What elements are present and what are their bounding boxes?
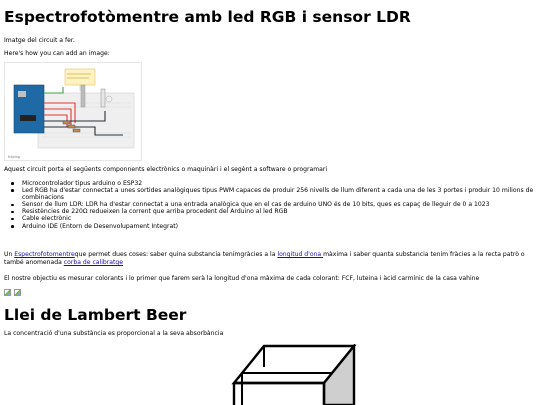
section-title: Llei de Lambert Beer (4, 306, 187, 324)
broken-image-icon (14, 289, 21, 296)
list-item: Cable electrònic (4, 215, 536, 222)
section-paragraph: La concentració d'una substància es proporcional a la seva absorbància (4, 330, 224, 337)
longitud-ona-link[interactable]: longitud d'ona (277, 251, 324, 258)
figure-credit: fritzing (8, 155, 20, 159)
purpose-paragraph (4, 251, 536, 267)
note-icon (65, 69, 95, 85)
objective-paragraph: El nostre objectiu es mesurar colorants i lo primer que farem serà la longitud d'ona màxima de cada colorant: FCF, luteina i àcid carmínic de la casa vahine (4, 275, 480, 282)
list-item: Led RGB ha d'estar connectat a unes sortides analògiques tipus PWM capaces de produir 256 nivells de llum diferent a cada una de les 3 portes i produir 10 milions de combinacions (4, 187, 536, 201)
list-item: Sensor de llum LDR: LDR ha d'estar connectat a una entrada analògica que en el cas de arduino UNO és de 10 bits, ques es capaç de lleguir de 0 a 1023 (4, 201, 536, 208)
image-caption: Imatge del circuit a fer. (4, 37, 75, 44)
espectrofotometre-link[interactable]: Espectrofotomentre (14, 251, 75, 258)
page-title: Espectrofotòmentre amb led RGB i sensor LDR (4, 8, 411, 26)
corba-calibratge-link[interactable]: corba de calibratge (63, 259, 124, 266)
components-intro: Aquest circuit porta el següents componnents electrònics o maquinàri i el segènt a software o programari (4, 166, 328, 173)
cuvette-diagram (224, 344, 364, 405)
list-item: Arduino IDE (Entorn de Desenvolupament Integrat) (4, 223, 536, 230)
purpose-text: Un (4, 251, 15, 258)
broken-image-icon (4, 289, 11, 296)
purpose-text: que permet dues coses: saber quina substancia tenimgràcies a la (74, 251, 278, 258)
list-item: Microcontrolador tipus arduino o ESP32 (4, 180, 536, 187)
purpose-text: màxima i saber quanta substancia tenim fràcies a la recta patrò o també anomenada (4, 251, 525, 266)
components-list (4, 180, 536, 230)
broken-images (4, 289, 21, 296)
image-hint: Here's how you can add an image: (4, 50, 110, 57)
list-item: Resistències de 220Ω redueixen la corrent que arriba procedent del Arduino al led RGB (4, 208, 536, 215)
circuit-image (4, 62, 142, 161)
